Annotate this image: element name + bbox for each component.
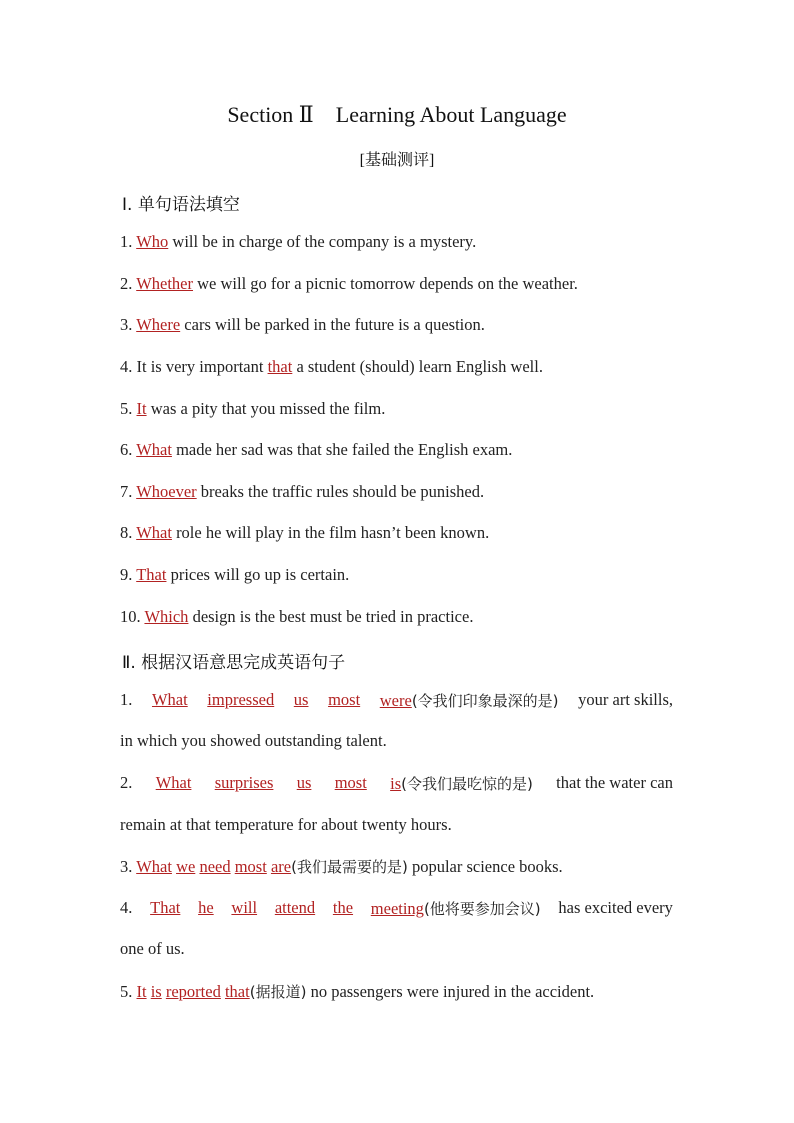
- item-number: 2.: [120, 274, 133, 293]
- sentence-text: no passengers were injured in the accident.: [310, 982, 595, 1001]
- sentence-text: made her sad was that she failed the English exam.: [176, 440, 513, 459]
- chinese-hint: (据报道): [249, 983, 307, 1001]
- exercise-9: [120, 565, 349, 585]
- sentence-text: cars will be parked in the future is a question.: [184, 315, 485, 334]
- item-number: 9.: [120, 565, 133, 584]
- item-number: 8.: [120, 523, 133, 542]
- answer: us: [293, 690, 309, 709]
- chinese-hint: (令我们最吃惊的是): [401, 775, 533, 793]
- sentence-text: design is the best must be tried in practice.: [192, 607, 474, 626]
- answer: Who: [136, 232, 169, 251]
- part2-heading: Ⅱ. 根据汉语意思完成英语句子: [122, 653, 346, 673]
- answer: is: [150, 982, 162, 1001]
- answer: that: [267, 357, 293, 376]
- item-number: 1.: [120, 690, 133, 709]
- answer: What: [136, 857, 172, 876]
- answer: surprises: [214, 773, 274, 792]
- sentence-text: has excited every: [558, 898, 673, 917]
- exercise-3: [120, 315, 485, 335]
- page-title: Section Ⅱ Learning About Language: [227, 102, 567, 127]
- sentence-text: your art skills,: [578, 690, 673, 709]
- exercise-8: [120, 523, 489, 543]
- answer: most: [328, 690, 361, 709]
- item-number: 3.: [120, 857, 133, 876]
- answer: Whoever: [136, 482, 197, 501]
- sentence-text: popular science books.: [411, 857, 563, 876]
- translation-2-continued: remain at that temperature for about twenty hours.: [120, 815, 452, 834]
- answer: What: [151, 690, 188, 709]
- answer: That: [136, 565, 167, 584]
- chinese-hint: (我们最需要的是): [291, 858, 408, 876]
- answer: need: [199, 857, 231, 876]
- answer: most: [234, 857, 267, 876]
- item-number: 4.: [120, 898, 133, 917]
- answer: that: [224, 982, 250, 1001]
- answer: It: [136, 982, 147, 1001]
- answer: What: [136, 523, 172, 542]
- sentence-prefix: It is very important: [136, 357, 264, 376]
- answer: attend: [274, 898, 316, 917]
- item-number: 1.: [120, 232, 133, 251]
- exercise-2: [120, 274, 578, 294]
- answer: us: [296, 773, 312, 792]
- exercise-1: [120, 232, 476, 252]
- translation-3: [120, 856, 563, 877]
- answer: impressed: [207, 690, 275, 709]
- sentence-text: role he will play in the film hasn’t been known.: [176, 523, 490, 542]
- answer: were: [379, 691, 412, 710]
- sentence-text: breaks the traffic rules should be punished.: [200, 482, 485, 501]
- item-number: 3.: [120, 315, 133, 334]
- answer: are: [270, 857, 292, 876]
- exercise-5: [120, 399, 385, 419]
- answer: It: [136, 399, 147, 418]
- section-subtitle: [基础测评]: [359, 152, 435, 169]
- answer: most: [334, 773, 367, 792]
- exercise-4: [120, 357, 543, 377]
- answer: he: [198, 898, 214, 917]
- exercise-6: [120, 440, 512, 460]
- answer: is: [390, 774, 402, 793]
- translation-2: [120, 773, 673, 794]
- item-number: 4.: [120, 357, 133, 376]
- translation-1-continued: in which you showed outstanding talent.: [120, 731, 387, 750]
- answer: Whether: [136, 274, 194, 293]
- sentence-text: that the water can: [556, 773, 673, 792]
- item-number: 5.: [120, 399, 133, 418]
- translation-4: [120, 898, 673, 919]
- item-number: 7.: [120, 482, 133, 501]
- chinese-hint: (他将要参加会议): [423, 900, 541, 918]
- answer: will: [231, 898, 258, 917]
- sentence-text: prices will go up is certain.: [170, 565, 350, 584]
- sentence-text: was a pity that you missed the film.: [150, 399, 386, 418]
- answer: the: [332, 898, 354, 917]
- sentence-text: a student (should) learn English well.: [296, 357, 543, 376]
- answer: we: [176, 857, 196, 876]
- exercise-7: [120, 482, 484, 502]
- answer: What: [136, 440, 172, 459]
- item-number: 6.: [120, 440, 133, 459]
- answer: What: [155, 773, 192, 792]
- item-number: 5.: [120, 982, 133, 1001]
- answer: That: [150, 898, 181, 917]
- translation-1: [120, 690, 673, 711]
- translation-5: [120, 981, 594, 1002]
- translation-4-continued: one of us.: [120, 939, 185, 958]
- answer: Where: [136, 315, 181, 334]
- part1-heading: Ⅰ. 单句语法填空: [122, 195, 240, 215]
- answer: reported: [165, 982, 221, 1001]
- sentence-text: will be in charge of the company is a mystery.: [172, 232, 477, 251]
- answer: Which: [144, 607, 189, 626]
- exercise-10: [120, 607, 473, 627]
- answer: meeting: [370, 899, 424, 918]
- item-number: 2.: [120, 773, 133, 792]
- sentence-text: we will go for a picnic tomorrow depends on the weather.: [197, 274, 578, 293]
- item-number: 10.: [120, 607, 141, 626]
- chinese-hint: (令我们印象最深的是): [411, 692, 559, 710]
